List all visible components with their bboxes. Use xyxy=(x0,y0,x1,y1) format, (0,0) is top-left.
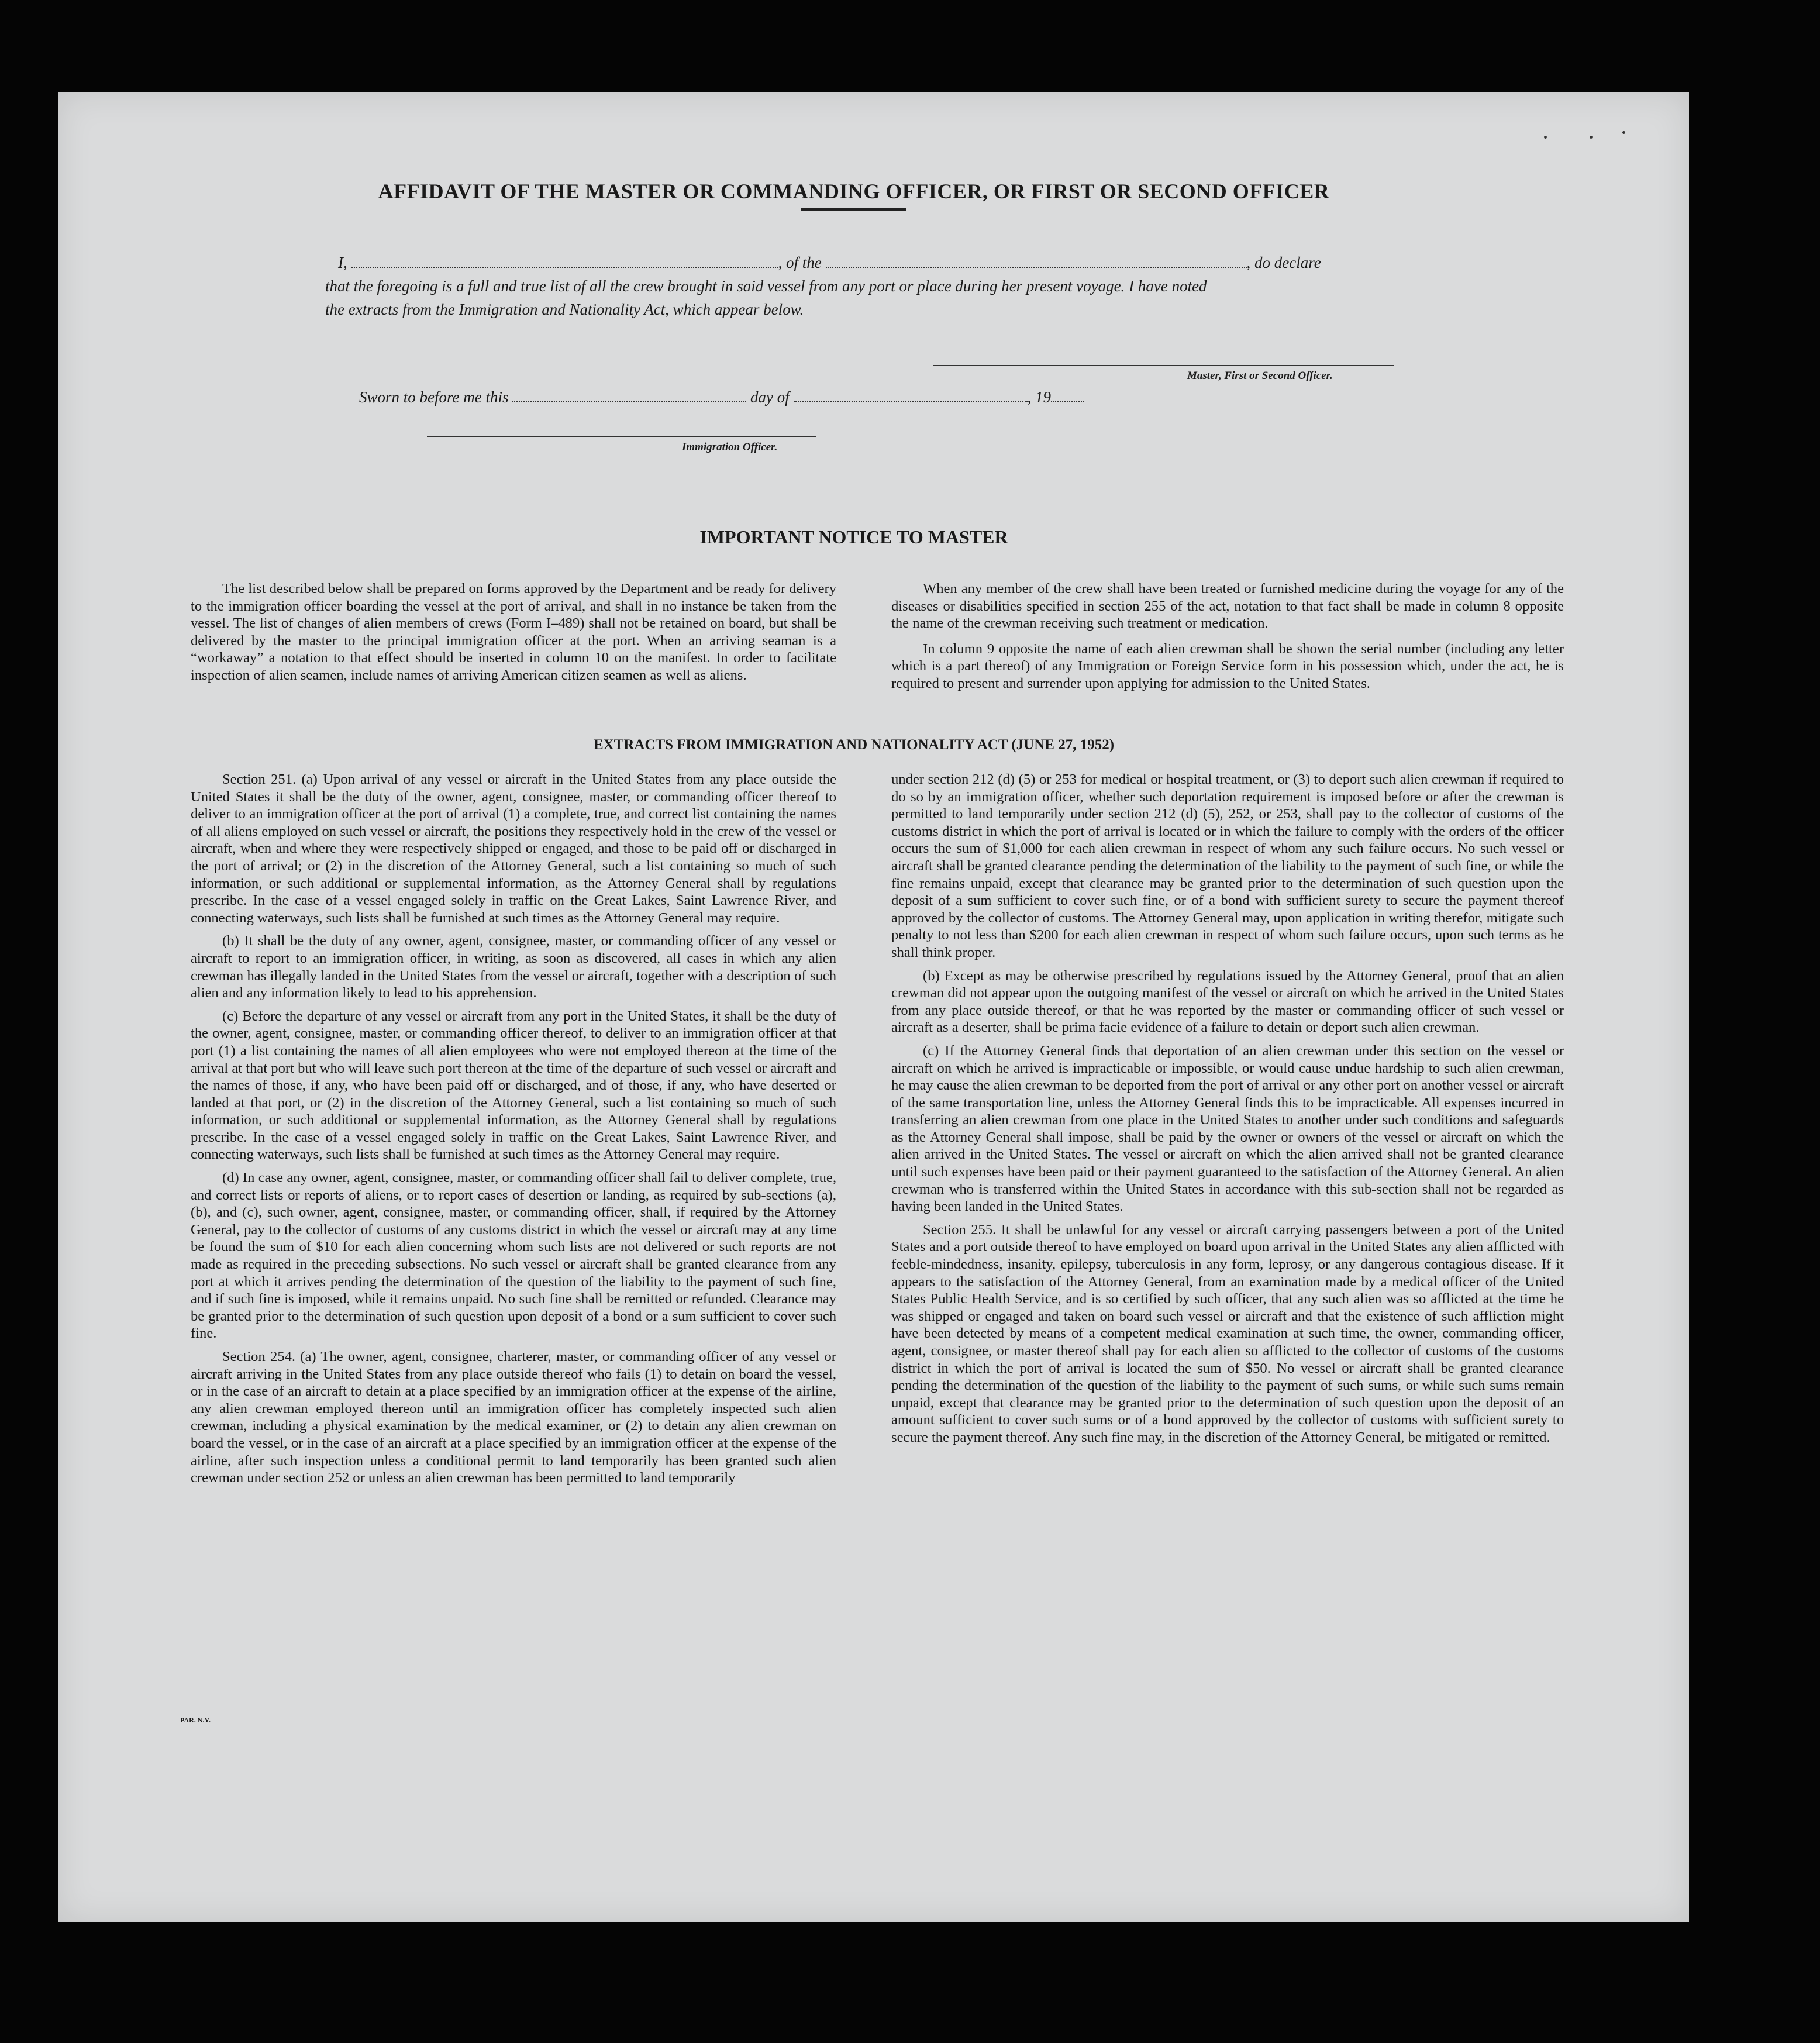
scan-speck xyxy=(1622,131,1625,134)
scan-speck xyxy=(1590,136,1592,139)
law-paragraph: Section 251. (a) Upon arrival of any vessel or aircraft in the United States from any place outside the United States it shall be the duty of the owner, agent, consignee, master, or commanding officer thereof to deliver to an immigration officer at the port of arrival (1) a complete, true, and correct list containing the names of all aliens employed on such vessel or aircraft, the positions they respectively hold in the crew of the vessel or aircraft, when and where they were respectively shipped or engaged, and those to be paid off or discharged in the port of arrival; or (2) in the discretion of the Attorney General, such a list containing so much of such information, or such additional or supplemental information, as the Attorney General shall by regulations prescribe. In the case of a vessel engaged solely in traffic on the Great Lakes, Saint Lawrence River, and connecting waterways, such lists shall be furnished at such times as the Attorney General may require. xyxy=(191,771,836,926)
extracts-left-column xyxy=(191,771,836,1487)
title-underline xyxy=(801,208,906,211)
notice-paragraph: In column 9 opposite the name of each alien crewman shall be shown the serial number (including any letter which is a part thereof) of any Immigration or Foreign Service form in his possession which, under the act, he is required to present and surrender upon applying for admission to the United States. xyxy=(891,640,1564,691)
immigration-officer-signature-line[interactable] xyxy=(427,436,816,437)
immigration-officer-caption: Immigration Officer. xyxy=(682,441,778,453)
law-paragraph: Section 254. (a) The owner, agent, consignee, charterer, master, or commanding officer of any vessel or aircraft arriving in the United States from any place outside thereof who fails (1) to detain on board the vessel, or in the case of an aircraft to detain at a place specified by an immigration officer at the expense of the airline, any alien crewman employed thereon until an immigration officer has completely inspected such alien crewman, including a physical examination by the medical examiner, or (2) to detain any alien crewman on board the vessel, or in the case of an aircraft at a place specified by an immigration officer at the expense of the airline, after such inspection unless a conditional permit to land temporarily has been granted such alien crewman under section 252 or unless an alien crewman has been permitted to land temporarily xyxy=(191,1349,836,1486)
year-blank[interactable] xyxy=(1051,392,1084,402)
declaration-i: I, xyxy=(338,254,347,271)
declaration-do-declare: , do declare xyxy=(1246,254,1321,271)
master-signature-line[interactable] xyxy=(933,365,1394,366)
printer-mark: PAR. N.Y. xyxy=(180,1716,211,1724)
declaration-of-the: , of the xyxy=(778,254,822,271)
sworn-day-blank[interactable] xyxy=(512,392,746,402)
law-paragraph: (c) If the Attorney General finds that deportation of an alien crewman under this section on the vessel or aircraft on which he arrived is impracticable or impossible, or would cause undue hardship to such alien crewman, he may cause the alien crewman to be deported from the port of arrival or any other port on another vessel or aircraft of the same transportation line, unless the Attorney General finds this to be impracticable. All expenses incurred in transferring an alien crewman from one place in the United States to another under such conditions and safeguards as the Attorney General shall impose, shall be paid by the owner or owners of the vessel or aircraft on which the alien arrived in the United States. The vessel or aircraft on which the alien arrived shall not be granted clearance until such expenses have been paid or their payment guaranteed to the satisfaction of the Attorney General. An alien crewman who is transferred within the United States in accordance with this sub-section shall not be regarded as having been landed in the United States. xyxy=(891,1042,1564,1215)
notice-left-column xyxy=(191,580,836,684)
year-prefix: , 19 xyxy=(1027,388,1051,406)
extracts-title: EXTRACTS FROM IMMIGRATION AND NATIONALITY ACT (JUNE 27, 1952) xyxy=(593,737,1115,753)
name-blank[interactable] xyxy=(351,257,778,268)
law-paragraph: (b) It shall be the duty of any owner, agent, consignee, master, or commanding officer of any vessel or aircraft to report to an immigration officer, in writing, as soon as discovered, all cases in which any alien crewman has illegally landed in the United States from the vessel or aircraft, together with a description of such alien and any information likely to lead to his apprehension. xyxy=(191,933,836,1001)
vessel-blank[interactable] xyxy=(826,257,1247,268)
declaration-line-2: that the foregoing is a full and true list of all the crew brought in said vessel from any port or place during her present voyage. I have noted xyxy=(325,277,1207,295)
sworn-line xyxy=(359,388,1084,406)
declaration-line-3: the extracts from the Immigration and Nationality Act, which appear below. xyxy=(325,301,804,318)
law-paragraph: (d) In case any owner, agent, consignee, master, or commanding officer shall fail to deliver complete, true, and correct lists or reports of aliens, or to report cases of desertion or landing, as required by sub-sections (a), (b), and (c), such owner, agent, consignee, master, or commanding officer, shall, if required by the Attorney General, pay to the collector of customs of any customs district in which the vessel or aircraft may at any time be found the sum of $10 for each alien concerning whom such lists are not delivered or such reports are not made as required in the preceding subsections. No such vessel or aircraft shall be granted clearance from any port at which it arrives pending the determination of the question of the liability to the payment of such fine, and if such fine is imposed, while it remains unpaid. No such fine shall be remitted or refunded. Clearance may be granted prior to the determination of such question upon deposit of a bond or a sum sufficient to cover such fine. xyxy=(191,1170,836,1342)
law-paragraph: (b) Except as may be otherwise prescribed by regulations issued by the Attorney General, proof that an alien crewman did not appear upon the outgoing manifest of the vessel or aircraft on which he arrived in the United States from any place outside thereof, or that he was reported by the master or commanding officer of such vessel or aircraft as a deserter, shall be prima facie evidence of a failure to detain or deport such alien crewman. xyxy=(891,967,1564,1036)
notice-title: IMPORTANT NOTICE TO MASTER xyxy=(699,526,1008,547)
form-page xyxy=(58,92,1689,1922)
affidavit-title: AFFIDAVIT OF THE MASTER OR COMMANDING OFFICER, OR FIRST OR SECOND OFFICER xyxy=(378,180,1330,203)
notice-paragraph: When any member of the crew shall have been treated or furnished medicine during the voyage for any of the diseases or disabilities specified in section 255 of the act, notation to that fact shall be made in column 8 opposite the name of the crewman receiving such treatment or medication. xyxy=(891,581,1564,632)
notice-paragraph: The list described below shall be prepared on forms approved by the Department and be ready for delivery to the immigration officer boarding the vessel at the port of arrival, and shall in no instance be taken from the vessel. The list of changes of alien members of crews (Form I–489) shall not be retained on board, but shall be delivered by the master to the principal immigration officer at the port. When an arriving seaman is a “workaway” a notation to that effect should be inserted in column 10 on the manifest. In order to facilitate inspection of alien seamen, include names of arriving American citizen seamen as well as aliens. xyxy=(191,581,836,683)
law-paragraph: under section 212 (d) (5) or 253 for medical or hospital treatment, or (3) to deport such alien crewman if required to do so by an immigration officer, whether such deportation requirement is imposed before or after the crewman is permitted to land temporarily under section 212 (d) (5), 252, or 253, shall pay to the collector of customs of the customs district in which the port of arrival is located or in which the failure to comply with the orders of the officer occurs the sum of $1,000 for each alien crewman in respect of whom any such failure occurs. No such vessel or aircraft shall be granted clearance pending the determination of the liability to the payment of such fine, or while the fine remains unpaid, except that clearance may be granted prior to the determination of such question upon the deposit of a sum sufficient to cover such fine, or of a bond with sufficient surety to secure the payment thereof approved by the collector of customs. The Attorney General may, upon application in writing therefor, mitigate such penalty to not less than $200 for each alien crewman in respect of whom such failure occurs, upon such terms as he shall think proper. xyxy=(891,771,1564,960)
scan-speck xyxy=(1544,136,1547,139)
extracts-right-column xyxy=(891,771,1564,1446)
notice-right-column xyxy=(891,580,1564,693)
sworn-text: Sworn to before me this xyxy=(359,388,509,406)
law-paragraph: Section 255. It shall be unlawful for any vessel or aircraft carrying passengers between a port of the United States and a port outside thereof to have employed on board upon arrival in the United States any alien afflicted with feeble-mindedness, insanity, epilepsy, tuberculosis in any form, leprosy, or any dangerous contagious disease. If it appears to the satisfaction of the Attorney General, from an examination made by a medical officer of the United States Public Health Service, and is so certified by such officer, that any such alien was so afflicted at the time he was shipped or engaged and taken on board such vessel or aircraft and that the existence of such affliction might have been detected by means of a competent medical examination at such time, the owner, commanding officer, agent, consignee, or master thereof shall pay for each alien so afflicted to the collector of customs of the customs district in which the port of arrival is located the sum of $50. No vessel or aircraft shall be granted clearance pending the determination of the question of the liability to the payment of such sums, or while such sums remain unpaid, except that clearance may be granted prior to the determination of such question upon the deposit of an amount sufficient to cover such sums or of a bond approved by the collector of customs with sufficient surety to secure the payment thereof. Any such fine may, in the discretion of the Attorney General, be mitigated or remitted. xyxy=(891,1221,1564,1445)
sworn-month-blank[interactable] xyxy=(794,392,1028,402)
day-of-text: day of xyxy=(750,388,790,406)
declaration-line-1 xyxy=(338,254,1321,272)
master-caption: Master, First or Second Officer. xyxy=(1187,370,1333,382)
law-paragraph: (c) Before the departure of any vessel or aircraft from any port in the United States, it shall be the duty of the owner, agent, consignee, master, or commanding officer thereof, to deliver to an immigration officer at that port (1) a list containing the names of all alien employees who were not employed thereon at the time of the arrival at that port but who will leave such port thereon at the time of the departure of such vessel or aircraft and the names of those, if any, who have been paid off or discharged, and of those, if any, who have deserted or landed at that port, or (2) in the discretion of the Attorney General, such a list containing so much of such information, or such additional or supplemental information, as the Attorney General shall by regulations prescribe. In the case of a vessel engaged solely in traffic on the Great Lakes, Saint Lawrence River, and connecting waterways, such lists shall be furnished at such times as the Attorney General may require. xyxy=(191,1008,836,1163)
